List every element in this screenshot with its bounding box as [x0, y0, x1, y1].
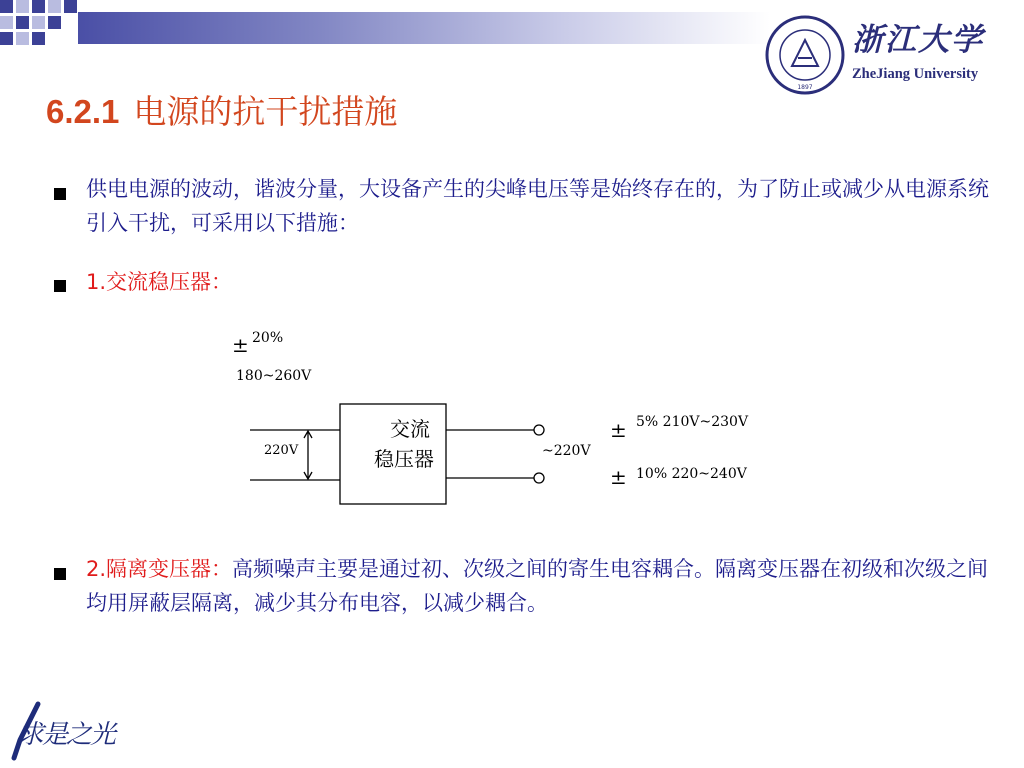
bullet-marker [54, 568, 66, 580]
university-logo [760, 10, 1020, 100]
university-seal-icon [764, 14, 846, 96]
input-pm-symbol: ± [232, 333, 249, 357]
output-spec-2: 10% 220~240V [636, 466, 747, 482]
spec2-pm-symbol: ± [610, 465, 627, 489]
slide-title [46, 86, 397, 133]
input-range-label: 180~260V [236, 368, 312, 384]
bullet-1-body: 供电电源的波动，谐波分量，大设备产生的尖峰电压等是始终存在的，为了防止或减少从电源系统引入干扰，可采用以下措施： [86, 177, 989, 235]
output-voltage-label: ~220V [542, 443, 591, 459]
bullet-2-lead: 1.交流稳压器： [86, 270, 233, 294]
regulator-diagram [220, 318, 780, 518]
input-voltage-label: 220V [264, 443, 299, 458]
box-label-line1: 交流 [390, 417, 430, 441]
bullet-3-body: 高频噪声主要是通过初、次级之间的寄生电容耦合。隔离变压器在初级和次级之间均用屏蔽层隔离，减少其分布电容，以减少耦合。 [86, 557, 989, 615]
section-title: 电源的抗干扰措施 [133, 92, 398, 131]
footer-logo-text: 求是之光 [18, 720, 115, 750]
bullet-text-2 [86, 265, 996, 299]
logo-chinese-text: 浙江大学 [852, 22, 984, 58]
bullet-marker [54, 188, 66, 200]
bullet-3-lead: 2.隔离变压器： [86, 557, 233, 581]
bullet-text-1 [86, 172, 996, 240]
header-gradient-bar [78, 12, 770, 44]
output-terminal-bottom [534, 473, 544, 483]
bullet-marker [54, 280, 66, 292]
section-number: 6.2.1 [46, 93, 120, 130]
output-terminal-top [534, 425, 544, 435]
bullet-text-3 [86, 552, 996, 620]
corner-decoration [0, 0, 80, 56]
box-label-line2: 稳压器 [374, 447, 434, 471]
svg-text:1897: 1897 [797, 84, 813, 91]
logo-english-text: ZheJiang University [852, 66, 979, 82]
input-tolerance-label: 20% [252, 330, 284, 346]
output-spec-1: 5% 210V~230V [636, 414, 749, 430]
spec1-pm-symbol: ± [610, 418, 627, 442]
footer-logo [8, 700, 128, 762]
